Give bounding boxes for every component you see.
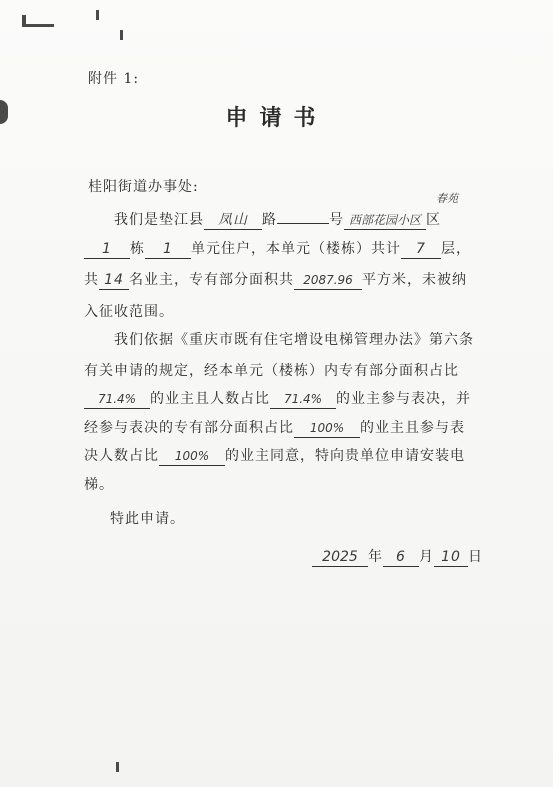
number-suffix: 号	[329, 212, 344, 228]
date-year-suffix: 年	[368, 549, 383, 565]
p1-line3	[84, 269, 467, 290]
date-month-field: 6	[383, 550, 419, 567]
p2-line4-prefix: 经参与表决的专有部分面积占比	[84, 420, 294, 436]
floors-suffix: 层，	[441, 241, 471, 257]
addressee	[88, 176, 199, 196]
road-suffix: 路	[262, 212, 277, 228]
p2-line6	[84, 474, 114, 494]
p2-line1-text: 我们依据《重庆市既有住宅增设电梯管理办法》第六条	[114, 332, 474, 348]
p1-line4	[84, 301, 174, 321]
p2-line1	[114, 329, 474, 349]
p2-line4-suffix: 的业主且参与表	[360, 420, 465, 436]
document-title: 申请书	[225, 106, 328, 131]
unit-suffix: 单元住户，本单元（楼栋）共计	[191, 241, 401, 257]
building-field: 1	[84, 242, 130, 259]
building-suffix: 栋	[130, 241, 145, 257]
p2-line5-prefix: 决人数占比	[84, 448, 159, 464]
p2-line2	[84, 360, 459, 380]
date-month-suffix: 月	[419, 549, 434, 565]
p1-tail: 入征收范围。	[84, 304, 174, 320]
owners-field: 14	[99, 273, 129, 290]
agree-area-field: 100%	[294, 421, 360, 438]
p2-line5-suffix: 的业主同意，特向贵单位申请安装电	[225, 448, 465, 464]
p1-lead: 我们是垫江县	[114, 212, 204, 228]
scan-mark-top-2	[120, 30, 123, 40]
area-suffix: 平方米，未被纳	[362, 272, 467, 288]
owners-prefix: 共	[84, 272, 99, 288]
p2-line2-text: 有关申请的规定，经本单元（楼栋）内专有部分面积占比	[84, 363, 459, 379]
people-ratio-field: 71.4%	[270, 392, 336, 409]
number-field	[277, 207, 329, 224]
area-field: 2087.96	[294, 273, 362, 290]
p1-line1	[114, 207, 441, 230]
p2-line4	[84, 417, 465, 438]
attachment-label: 附件 1:	[88, 71, 140, 87]
closing-text: 特此申请。	[110, 511, 185, 527]
agree-people-field: 100%	[159, 449, 225, 466]
community-extra: 春苑	[436, 192, 458, 205]
floors-field: 7	[401, 242, 441, 259]
date-day-field: 10	[434, 550, 468, 567]
scan-mark-top-1	[96, 10, 99, 20]
unit-field: 1	[145, 242, 191, 259]
p1-line2	[84, 238, 471, 259]
p2-mid1: 的业主且人数占比	[150, 391, 270, 407]
area-ratio-field: 71.4%	[84, 392, 150, 409]
signature-date	[312, 546, 483, 567]
scan-mark-top-left-bar	[24, 24, 54, 27]
p2-mid2: 的业主参与表决，并	[336, 391, 471, 407]
p2-line3	[84, 388, 471, 409]
community-suffix: 区	[426, 212, 441, 228]
road-field: 凤山	[204, 213, 262, 230]
addressee-text: 桂阳街道办事处:	[88, 179, 199, 195]
date-year-field: 2025	[312, 550, 368, 567]
owners-suffix: 名业主，专有部分面积共	[129, 272, 294, 288]
closing	[110, 508, 185, 528]
date-day-suffix: 日	[468, 549, 483, 565]
community-field: 西部花园小区	[344, 213, 426, 230]
p2-line5	[84, 445, 465, 466]
scan-mark-bottom	[116, 762, 119, 772]
p2-line6-text: 梯。	[84, 477, 114, 493]
